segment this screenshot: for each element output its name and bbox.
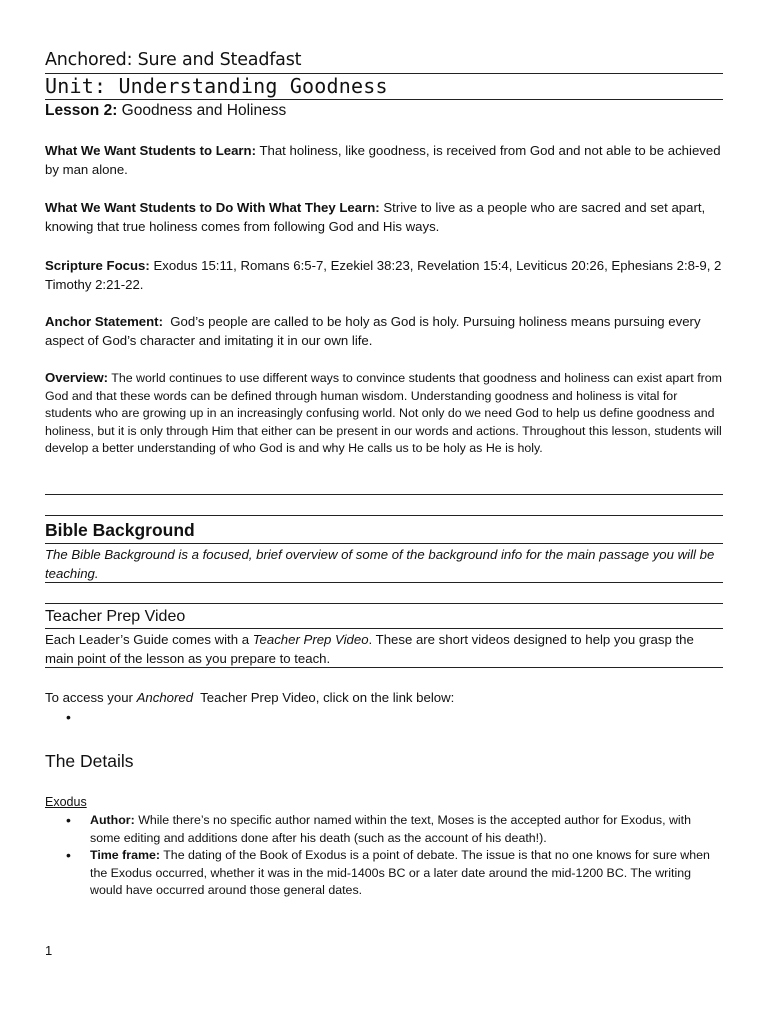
scripture-label: Scripture Focus: xyxy=(45,258,150,273)
lesson-title: Goodness and Holiness xyxy=(121,102,287,119)
unit-title: Unit: Understanding Goodness xyxy=(45,74,388,98)
teacher-prep-rule-mid xyxy=(45,628,723,629)
anchor-text: God’s people are called to be holy as God is holy. Pursuing holiness means pursuing every aspect of God’s character and imitating it in our own life. xyxy=(45,314,701,348)
title-rule-bottom xyxy=(45,99,723,100)
bible-background-heading: Bible Background xyxy=(45,520,195,540)
learn-text: That holiness, like goodness, is received from God and not able to be achieved by man alone. xyxy=(45,143,721,177)
author-label: Author: xyxy=(90,813,135,827)
access-text-after: Teacher Prep Video, click on the link below: xyxy=(196,690,455,705)
anchor-label: Anchor Statement: xyxy=(45,314,163,329)
access-text-italic: Anchored xyxy=(136,690,194,705)
exodus-link[interactable]: Exodus xyxy=(45,795,87,809)
teacher-prep-text-before: Each Leader’s Guide comes with a xyxy=(45,632,253,647)
access-text xyxy=(45,688,723,707)
learn-label: What We Want Students to Learn: xyxy=(45,143,256,158)
bullet-icon: • xyxy=(66,812,71,828)
scripture-text: Exodus 15:11, Romans 6:5-7, Ezekiel 38:23, Revelation 15:4, Leviticus 20:26, Ephesians 2:8-9, 2 Timothy 2:21-22. xyxy=(45,258,722,292)
details-heading: The Details xyxy=(45,751,134,771)
page-number: 1 xyxy=(45,943,53,958)
teacher-prep-text-after: . These are short videos designed to help you grasp the main point of the lesson as you prepare to teach. xyxy=(45,632,694,666)
time-frame-label: Time frame: xyxy=(90,848,161,862)
video-link-bullet[interactable]: • xyxy=(66,709,71,725)
teacher-prep-heading: Teacher Prep Video xyxy=(45,608,186,625)
list-item xyxy=(45,847,723,900)
list-item xyxy=(45,812,723,847)
teacher-prep-text-italic: Teacher Prep Video xyxy=(252,632,369,647)
do-text: Strive to live as a people who are sacred and set apart, knowing that true holiness comes from following God and His ways. xyxy=(45,200,706,234)
bullet-icon: • xyxy=(66,847,71,863)
time-frame-text: The dating of the Book of Exodus is a point of debate. The issue is that no one knows for sure when the Exodus occurred, whether it was in the mid-1400s BC or a later date around the mid-1200 BC. The writing would have occurred around those general dates. xyxy=(90,848,710,897)
do-section xyxy=(45,198,723,236)
overview-label: Overview: xyxy=(45,370,109,385)
series-title: Anchored: Sure and Steadfast xyxy=(45,50,302,70)
anchor-section xyxy=(45,312,723,350)
teacher-prep-text xyxy=(45,630,723,668)
bible-background-intro: The Bible Background is a focused, brief overview of some of the background info for the main passage you will be teaching. xyxy=(45,547,715,581)
section-divider xyxy=(45,494,723,495)
learn-section xyxy=(45,141,723,179)
access-text-before: To access your xyxy=(45,690,137,705)
bible-background-rule-bottom xyxy=(45,582,723,583)
do-label: What We Want Students to Do With What They Learn: xyxy=(45,200,380,215)
bible-background-rule-mid xyxy=(45,543,723,544)
lesson-label: Lesson 2: xyxy=(45,102,118,119)
lesson-heading xyxy=(45,101,723,121)
scripture-section xyxy=(45,256,723,294)
bible-background-rule-top xyxy=(45,515,723,516)
author-text: While there’s no specific author named within the text, Moses is the accepted author for Exodus, with some editing and additions done after his death (such as the account of his death!). xyxy=(90,813,692,845)
details-list xyxy=(45,812,723,900)
overview-text: The world continues to use different ways to convince students that goodness and holiness can exist apart from God and that these words can be defined through human wisdom. Understanding goodness and holiness is vital for students who are growing up in an increasingly confusing world. Not only do we need God to help us define goodness and holiness, but it is only through Him that either can be present in our words and actions. Throughout this lesson, students will develop a better understanding of who God is and why He calls us to be holy as He is holy. xyxy=(45,371,722,455)
overview-section xyxy=(45,369,723,458)
teacher-prep-rule-top xyxy=(45,603,723,604)
teacher-prep-rule-bottom xyxy=(45,667,723,668)
